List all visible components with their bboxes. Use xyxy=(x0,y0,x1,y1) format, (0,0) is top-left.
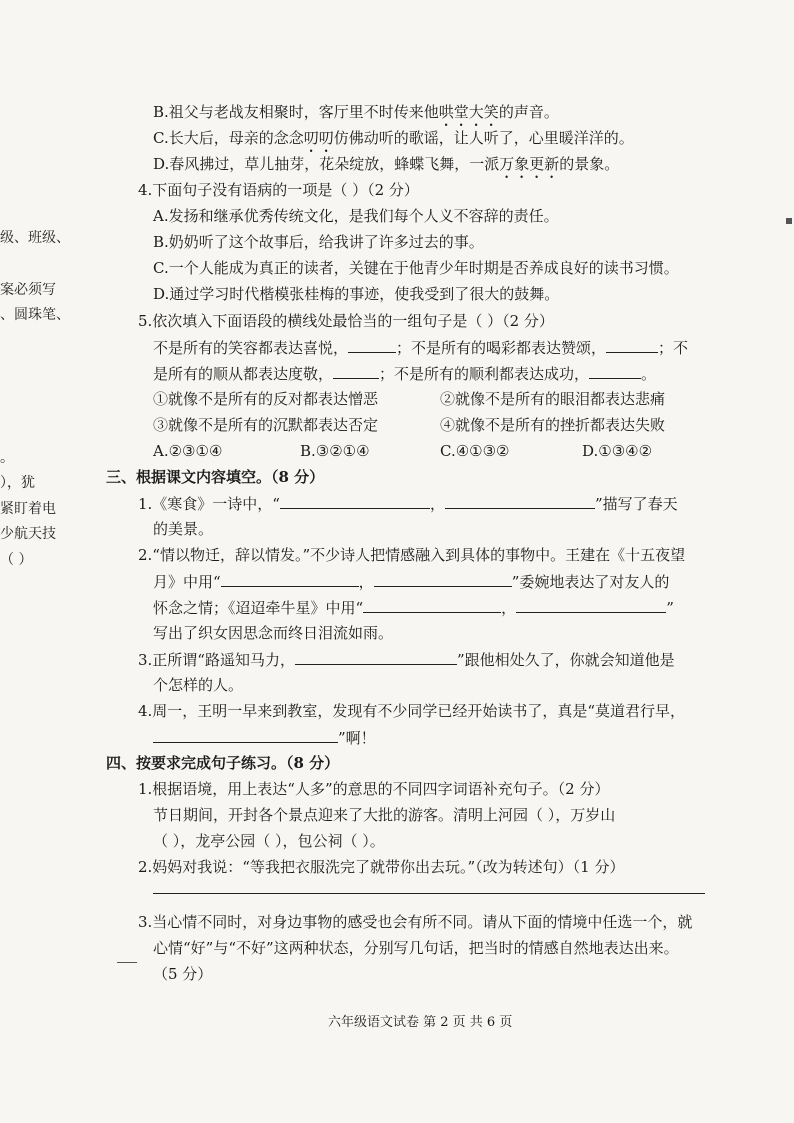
s4-q1-stem: 1.根据语境，用上表达“人多”的意思的不同四字词语补充句子。（2 分） xyxy=(138,780,610,798)
q4-option-a: A.发扬和继承优秀传统文化，是我们每个人义不容辞的责任。 xyxy=(153,207,559,225)
margin-fragment: 、圆珠笔、 xyxy=(0,307,70,323)
s3-q3-line1: 3.正所谓“路遥知马力， ”跟他相处久了，你就会知道他是 xyxy=(138,651,675,669)
q5-choice-3: ③就像不是所有的沉默都表达否定 xyxy=(153,416,379,434)
answer-blank[interactable] xyxy=(374,571,512,587)
answer-blank[interactable] xyxy=(445,493,595,509)
answer-blank[interactable] xyxy=(153,727,338,743)
s3-q4-line2: ”啊！ xyxy=(153,727,376,748)
margin-fragment: 。 xyxy=(0,450,14,466)
option-d: D.春风拂过，草儿抽芽，花朵绽放，蜂蝶飞舞，一派万象更新的景象。 xyxy=(153,155,620,173)
page-footer: 六年级语文试卷 第 2 页 共 6 页 xyxy=(328,1015,513,1030)
section-3-title: 三、根据课文内容填空。（8 分） xyxy=(106,468,325,486)
option-b: B.祖父与老战友相聚时，客厅里不时传来他哄堂大笑的声音。 xyxy=(153,103,559,121)
s3-q1-line2: 的美景。 xyxy=(153,520,214,538)
q4-option-c: C.一个人能成为真正的读者，关键在于他青少年时期是否养成良好的读书习惯。 xyxy=(153,259,679,277)
stray-mark xyxy=(117,962,137,963)
emphasized-word: 万象更新 xyxy=(499,155,560,173)
answer-blank[interactable] xyxy=(606,337,658,353)
emphasized-word: 哄堂大笑 xyxy=(438,103,499,121)
s3-q2-line4: 写出了织女因思念而终日泪流如雨。 xyxy=(153,624,394,642)
s4-q3-line3: （5 分） xyxy=(153,965,213,983)
s4-q1-line1: 节日期间，开封各个景点迎来了大批的游客。清明上河园（ ），万岁山 xyxy=(153,806,616,824)
answer-blank[interactable] xyxy=(363,597,501,613)
q5-choice-4: ④就像不是所有的挫折都表达失败 xyxy=(440,416,666,434)
question-4-stem: 4.下面句子没有语病的一项是（ ）（2 分） xyxy=(138,181,419,199)
margin-fragment: （ ） xyxy=(0,552,33,568)
s4-q1-line2: （ ），龙亭公园（ ），包公祠（ ）。 xyxy=(153,832,385,850)
emphasized-word: 叨叨 xyxy=(303,129,334,147)
margin-fragment: 案必须写 xyxy=(0,282,56,298)
s4-q3-line2: 心情“好”与“不好”这两种状态，分别写几句话，把当时的情感自然地表达出来。 xyxy=(153,939,679,957)
q5-answer-c: C.④①③② xyxy=(440,442,510,460)
answer-blank[interactable] xyxy=(295,649,457,665)
answer-blank[interactable] xyxy=(589,363,641,379)
s4-q3-line1: 3.当心情不同时，对身边事物的感受也会有所不同。请从下面的情境中任选一个，就 xyxy=(138,913,693,931)
q5-choice-1: ①就像不是所有的反对都表达憎恶 xyxy=(153,390,379,408)
section-4-title: 四、按要求完成句子练习。（8 分） xyxy=(106,754,340,772)
s4-q2-stem: 2.妈妈对我说：“等我把衣服洗完了就带你出去玩。”（改为转述句）（1 分） xyxy=(138,858,625,876)
margin-fragment: 级、班级、 xyxy=(0,230,70,246)
option-c: C.长大后，母亲的念念叨叨仿佛动听的歌谣，让人听了，心里暖洋洋的。 xyxy=(153,129,634,147)
s3-q2-line3: 怀念之情；《迢迢牵牛星》中用“ ， ” xyxy=(153,599,674,617)
q5-answer-d: D.①③④② xyxy=(582,442,653,460)
s3-q2-line1: 2.“情以物迁，辞以情发。”不少诗人把情感融入到具体的事物中。王建在《十五夜望 xyxy=(138,546,686,564)
q5-answer-b: B.③②①④ xyxy=(300,442,370,460)
question-5-stem: 5.依次填入下面语段的横线处最恰当的一组句子是（ ）（2 分） xyxy=(138,312,554,330)
s3-q3-line2: 个怎样的人。 xyxy=(153,676,244,694)
q5-choice-2: ②就像不是所有的眼泪都表达悲痛 xyxy=(440,390,666,408)
q5-answer-a: A.②③①④ xyxy=(153,442,223,460)
margin-fragment: 紧盯着电 xyxy=(0,501,56,517)
answer-blank[interactable] xyxy=(221,571,359,587)
answer-blank[interactable] xyxy=(280,493,430,509)
q4-option-d: D.通过学习时代楷模张桂梅的事迹，使我受到了很大的鼓舞。 xyxy=(153,285,560,303)
answer-blank[interactable] xyxy=(333,363,379,379)
s3-q1-line1: 1.《寒食》一诗中，“ ， ”描写了春天 xyxy=(138,495,678,513)
margin-fragment: 少航天技 xyxy=(0,526,56,542)
answer-line[interactable] xyxy=(153,893,705,894)
q5-passage-line1: 不是所有的笑容都表达喜悦， ；不是所有的喝彩都表达赞颂， ；不 xyxy=(153,339,689,357)
q4-option-b: B.奶奶听了这个故事后，给我讲了许多过去的事。 xyxy=(153,233,484,251)
margin-fragment: ），犹 xyxy=(0,475,35,491)
stray-mark xyxy=(786,218,792,224)
q5-passage-line2: 是所有的顺从都表达度敬， ；不是所有的顺利都表达成功， 。 xyxy=(153,365,657,383)
answer-blank[interactable] xyxy=(516,597,666,613)
answer-blank[interactable] xyxy=(348,337,396,353)
s3-q2-line2: 月》中用“ ， ”委婉地表达了对友人的 xyxy=(153,573,670,591)
s3-q4-line1: 4.周一，王明一早来到教室，发现有不少同学已经开始读书了，真是“莫道君行早， xyxy=(138,702,685,720)
